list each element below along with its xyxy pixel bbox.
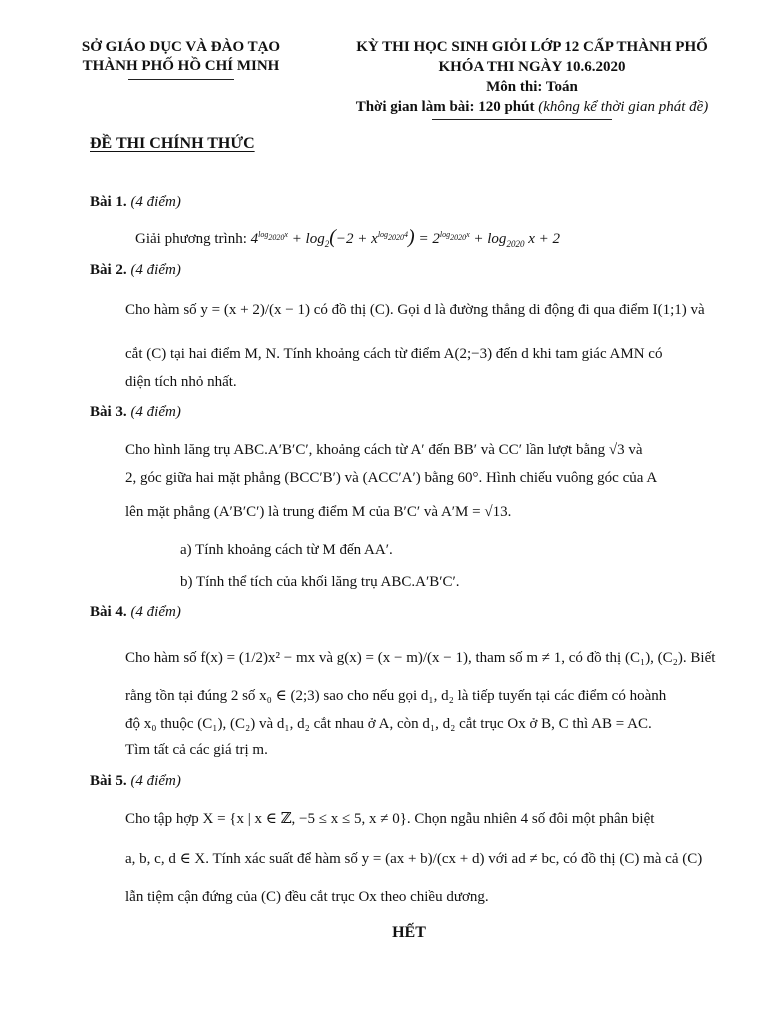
problem-points: (4 điểm) [130,404,181,420]
problem-points: (4 điểm) [130,773,181,789]
problem-3-line-3: lên mặt phẳng (A′B′C′) là trung điểm M của B′C′ và A′M = √13. [125,504,512,520]
problem-4-line-1: Cho hàm số f(x) = (1/2)x² − mx và g(x) = (x − m)/(x − 1), tham số m ≠ 1, có đồ thị (C₁), (C₂). Biết [125,650,716,666]
problem-1-equation: $4^{log_{2020}x} + \log_2(-2 + x^{log_{2020}4}) = 2^{log_{2020}x} + \log_{2020} x + 2$ [250,226,560,249]
problem-5-line-1: Cho tập hợp X = {x | x ∈ ℤ, −5 ≤ x ≤ 5, x ≠ 0}. Chọn ngẫu nhiên 4 số đôi một phân biệt [125,811,655,827]
problem-label: Bài 4. [90,604,127,620]
official-exam-label [90,135,255,153]
end-marker [0,924,768,942]
exam-duration-label: Thời gian làm bài: 120 phút [355,99,535,115]
problem-1-heading [90,194,181,211]
department-name [68,38,294,76]
problem-2-heading [90,262,181,279]
end-text: HẾT [392,924,426,941]
problem-3-line-1: Cho hình lăng trụ ABC.A′B′C′, khoảng cách từ A′ đến BB′ và CC′ lần lượt bằng √3 và [125,442,643,458]
exam-duration-note: (không kể thời gian phát đề) [538,99,709,115]
problem-label: Bài 1. [90,194,127,210]
problem-4-line-3: độ x₀ thuộc (C₁), (C₂) và d₁, d₂ cắt nhau ở A, còn d₁, d₂ cắt trục Ox ở B, C thì AB = AC. [125,716,652,732]
problem-3-item-b: b) Tính thể tích của khối lăng trụ ABC.A′B′C′. [180,574,460,590]
exam-duration [318,97,746,117]
problem-label: Bài 2. [90,262,127,278]
problem-2-line-2: cắt (C) tại hai điểm M, N. Tính khoảng cách từ điểm A(2;−3) đến d khi tam giác AMN có [125,346,663,362]
exam-subject: Môn thi: Toán [486,79,578,95]
problem-2-line-1: Cho hàm số y = (x + 2)/(x − 1) có đồ thị (C). Gọi d là đường thẳng di động đi qua điểm I(1;1) và [125,302,705,318]
department-underline [128,79,234,80]
problem-1-statement [135,226,560,249]
exam-title: KỲ THI HỌC SINH GIỎI LỚP 12 CẤP THÀNH PHỐ [356,39,708,55]
official-exam-text: ĐỀ THI CHÍNH THỨC [90,135,255,152]
problem-5-line-3: lẫn tiệm cận đứng của (C) đều cắt trục Ox theo chiều dương. [125,889,489,905]
problem-4-heading [90,604,181,621]
title-underline [432,119,612,120]
problem-4-line-2: rằng tồn tại đúng 2 số x₀ ∈ (2;3) sao cho nếu gọi d₁, d₂ là tiếp tuyến tại các điểm có hoành [125,688,667,704]
problem-3-heading [90,404,181,421]
department-line-1: SỞ GIÁO DỤC VÀ ĐÀO TẠO [81,39,281,55]
problem-points: (4 điểm) [130,194,181,210]
department-line-2: THÀNH PHỐ HỒ CHÍ MINH [82,58,280,74]
exam-title-block [318,37,746,117]
problem-3-item-a: a) Tính khoảng cách từ M đến AA′. [180,542,393,558]
problem-5-heading [90,773,181,790]
problem-3-line-2: 2, góc giữa hai mặt phẳng (BCC′B′) và (ACC′A′) bằng 60°. Hình chiếu vuông góc của A [125,470,658,486]
problem-points: (4 điểm) [130,604,181,620]
problem-2-line-3: diện tích nhỏ nhất. [125,374,237,390]
exam-date: KHÓA THI NGÀY 10.6.2020 [438,59,626,75]
problem-4-line-4: Tìm tất cả các giá trị m. [125,742,268,758]
problem-label: Bài 5. [90,773,127,789]
problem-text: Giải phương trình: [135,231,247,247]
problem-points: (4 điểm) [130,262,181,278]
problem-5-line-2: a, b, c, d ∈ X. Tính xác suất để hàm số y = (ax + b)/(cx + d) với ad ≠ bc, có đồ thị (C) mà cả (C) [125,851,703,867]
problem-label: Bài 3. [90,404,127,420]
